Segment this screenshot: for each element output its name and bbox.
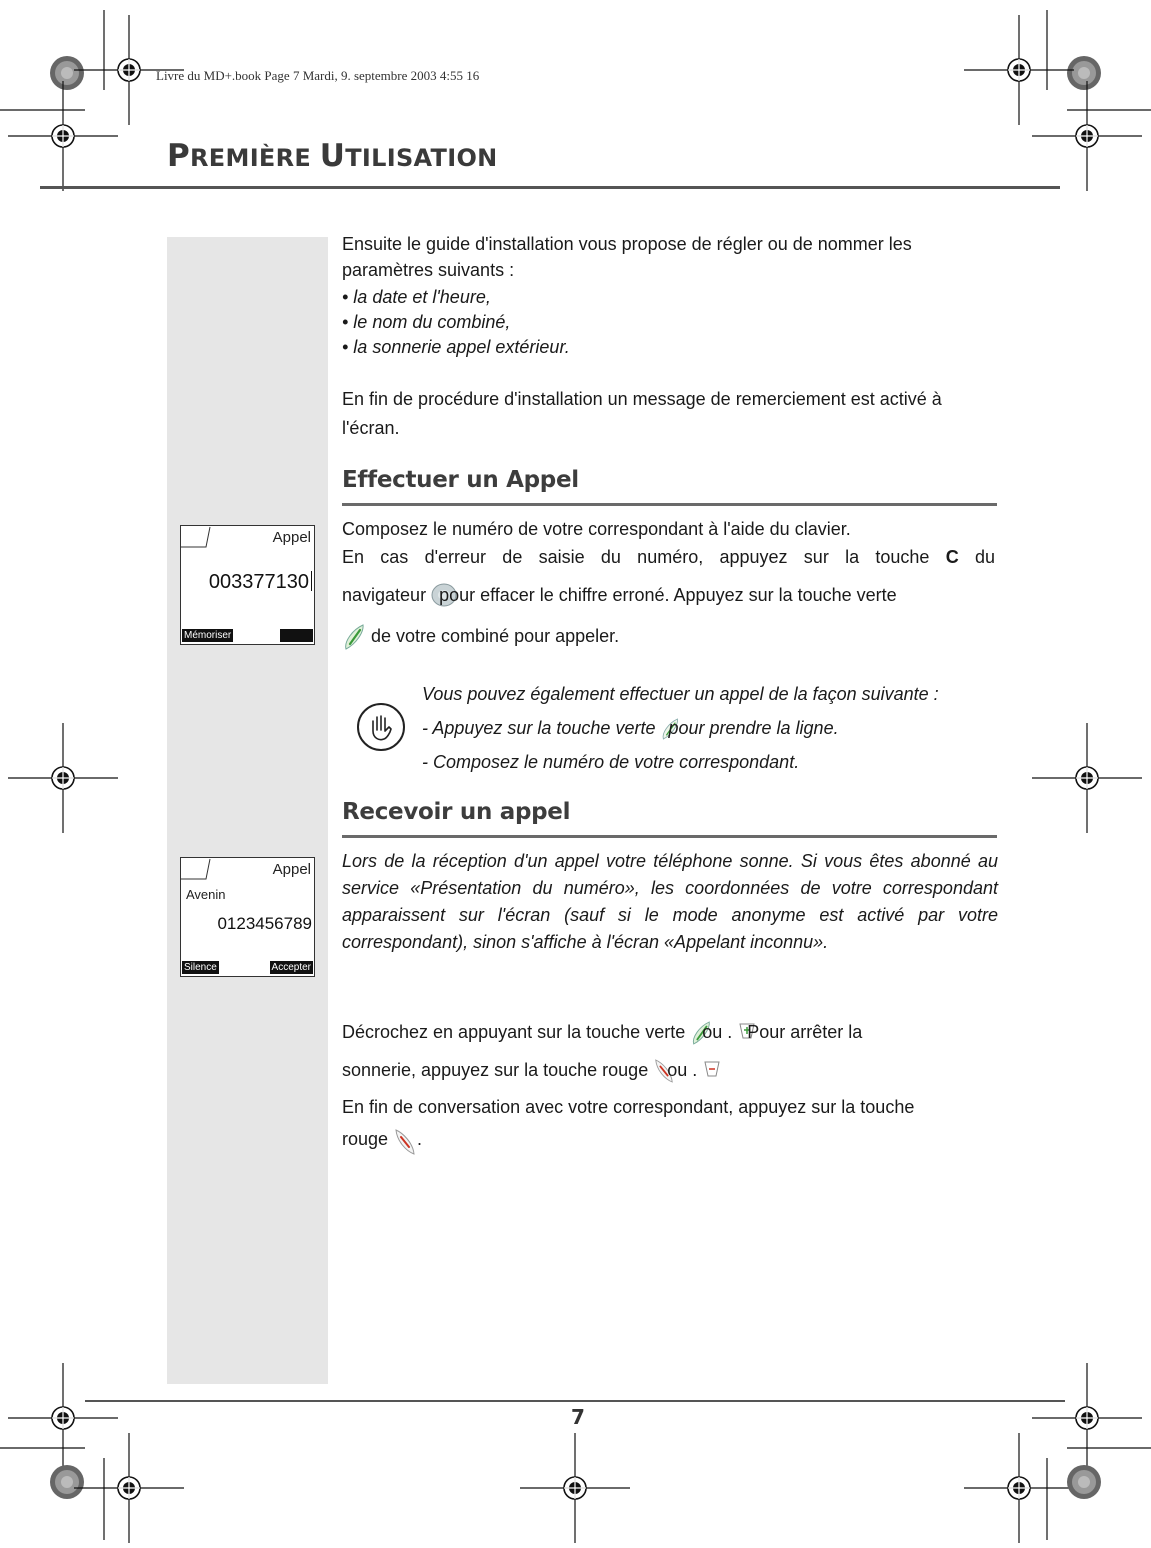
softkey-blank bbox=[280, 629, 313, 642]
phone-screen-dial bbox=[180, 525, 315, 645]
star-target-icon bbox=[1067, 56, 1101, 90]
tip-intro: Vous pouvez également effectuer un appel de la façon suivante : bbox=[422, 684, 939, 704]
screen-caller: Avenin bbox=[186, 887, 226, 902]
hand-tip-icon bbox=[356, 702, 406, 752]
screen-number: 003377130 bbox=[209, 571, 312, 594]
print-header: Livre du MD+.book Page 7 Mardi, 9. septembre 2003 4:55 16 bbox=[156, 68, 480, 83]
screen-number: 0123456789 bbox=[217, 914, 312, 933]
softkey-silence: Silence bbox=[184, 962, 217, 973]
green-phone-key-icon bbox=[342, 622, 366, 652]
list-item: • la date et l'heure, bbox=[342, 287, 491, 307]
section2-line-rouge: rouge . bbox=[342, 1126, 422, 1157]
section1-line3: navigateur pour effacer le chiffre erroné. Appuyez sur la touche verte bbox=[342, 582, 1002, 608]
left-margin-band bbox=[167, 237, 328, 1384]
section1-line4: de votre combiné pour appeler. bbox=[342, 622, 619, 652]
phone-screen-incoming bbox=[180, 857, 315, 977]
section2-line-decrochez: Décrochez en appuyant sur la touche verte ou . Pour arrêter la bbox=[342, 1019, 1002, 1047]
section1-line1: Composez le numéro de votre correspondant à l'aide du clavier. bbox=[342, 519, 851, 539]
section2-line-fin: En fin de conversation avec votre correspondant, appuyez sur la touche bbox=[342, 1097, 915, 1117]
softkey-memoriser: Mémoriser bbox=[184, 630, 232, 641]
screen-tab-icon bbox=[181, 526, 211, 548]
end-key-icon bbox=[702, 1058, 722, 1080]
star-target-icon bbox=[1067, 1465, 1101, 1499]
title-rule bbox=[40, 186, 1060, 189]
section-rule bbox=[342, 835, 997, 838]
tip-step-1: - Appuyez sur la touche verte pour prendre la ligne. bbox=[422, 711, 1012, 745]
screen-tab-icon bbox=[181, 858, 211, 880]
page-number: 7 bbox=[571, 1405, 585, 1429]
section-rule bbox=[342, 503, 997, 506]
list-item: • le nom du combiné, bbox=[342, 312, 511, 332]
star-target-icon bbox=[50, 56, 84, 90]
tip-step-2: - Composez le numéro de votre correspondant. bbox=[422, 752, 800, 772]
star-target-icon bbox=[50, 1465, 84, 1499]
intro-bullet-list bbox=[342, 285, 570, 360]
intro-end-paragraph: En fin de procédure d'installation un message de remerciement est activé à l'écran. bbox=[342, 389, 942, 438]
screen-title: Appel bbox=[272, 861, 311, 878]
section2-line-sonnerie: sonnerie, appuyez sur la touche rouge ou . bbox=[342, 1057, 1002, 1085]
screen-title: Appel bbox=[272, 529, 311, 546]
tip-box bbox=[422, 677, 1012, 779]
section-heading-recevoir: Recevoir un appel bbox=[342, 799, 571, 825]
section1-line2: En cas d'erreur de saisie du numéro, appuyez sur la touche C du bbox=[342, 547, 995, 567]
page-title: PREMIÈRE UTILISATION bbox=[167, 138, 498, 174]
list-item: • la sonnerie appel extérieur. bbox=[342, 337, 570, 357]
red-phone-key-icon bbox=[393, 1127, 417, 1157]
intro-paragraph: Ensuite le guide d'installation vous propose de régler ou de nommer les paramètres suivants : bbox=[342, 234, 912, 280]
section-heading-effectuer: Effectuer un Appel bbox=[342, 467, 579, 493]
softkey-accepter: Accepter bbox=[271, 962, 311, 973]
footer-rule bbox=[85, 1400, 1065, 1402]
section2-paragraph1: Lors de la réception d'un appel votre téléphone sonne. Si vous êtes abonné au service «Présentation du numéro», les coordonnées de votre correspondant apparaissent sur l'écran (sauf si le mode anonyme est activé par votre correspondant), sinon s'affiche à l'écran «Appelant inconnu». bbox=[342, 851, 998, 952]
